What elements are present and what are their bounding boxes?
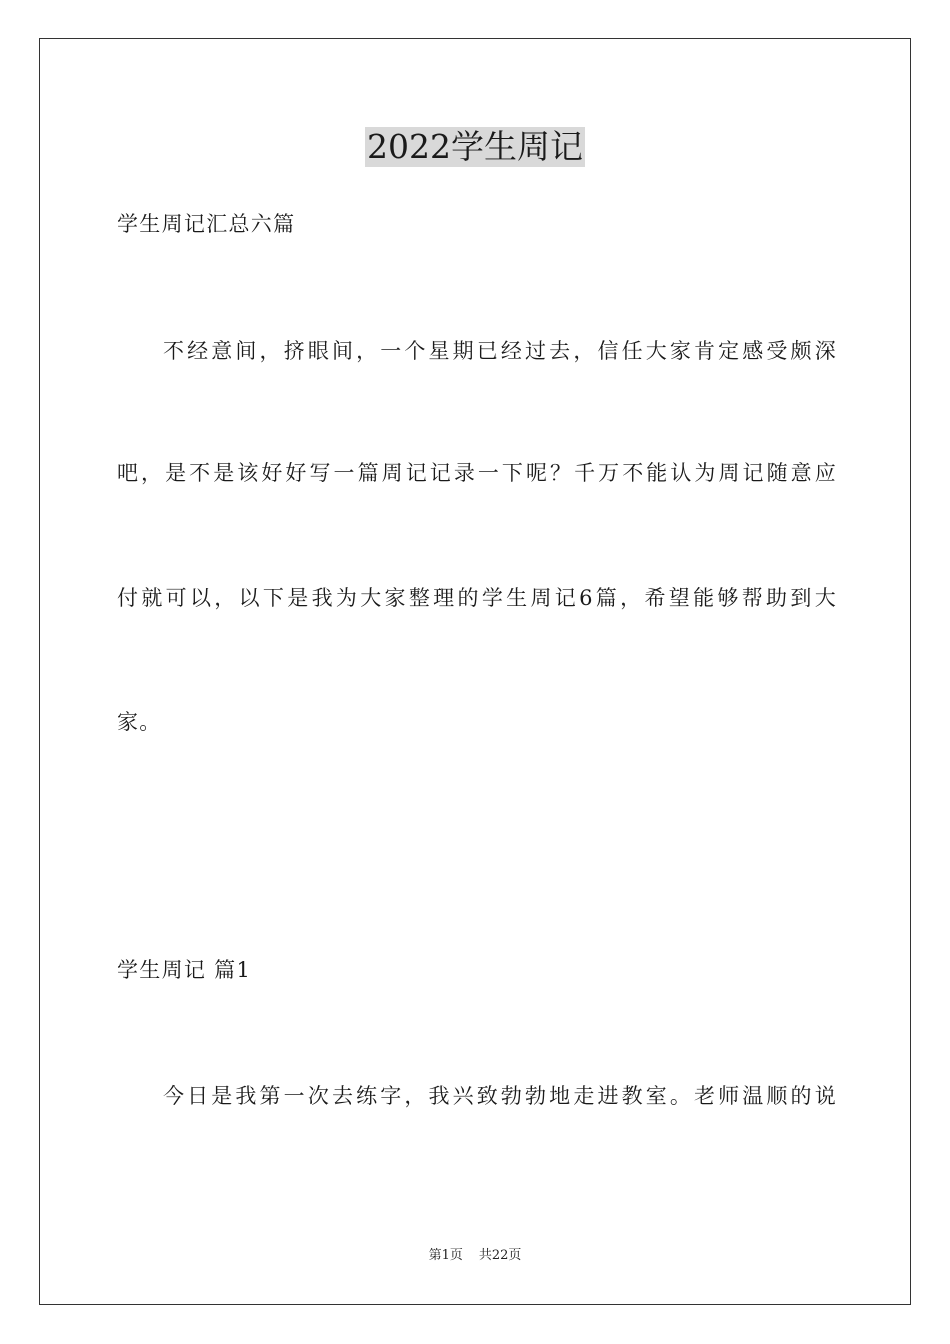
- intro-line-3: 付就可以，以下是我为大家整理的学生周记6篇，希望能够帮助到大: [117, 586, 837, 610]
- page-number-label: 第1页: [428, 1248, 463, 1263]
- page-total-label: 共22页: [478, 1248, 522, 1263]
- page-footer: [0, 1248, 950, 1264]
- intro-line-1: 不经意间，挤眼间，一个星期已经过去，信任大家肯定感受颇深: [163, 339, 837, 363]
- section-line-1: 今日是我第一次去练字，我兴致勃勃地走进教室。老师温顺的说: [163, 1084, 837, 1108]
- document-title-text: 2022学生周记: [367, 127, 583, 166]
- section-heading: 学生周记 篇1: [117, 958, 252, 982]
- document-title: [0, 127, 950, 167]
- document-subtitle: 学生周记汇总六篇: [117, 212, 296, 236]
- intro-line-2: 吧，是不是该好好写一篇周记记录一下呢？千万不能认为周记随意应: [117, 461, 837, 485]
- intro-line-4: 家。: [117, 710, 162, 734]
